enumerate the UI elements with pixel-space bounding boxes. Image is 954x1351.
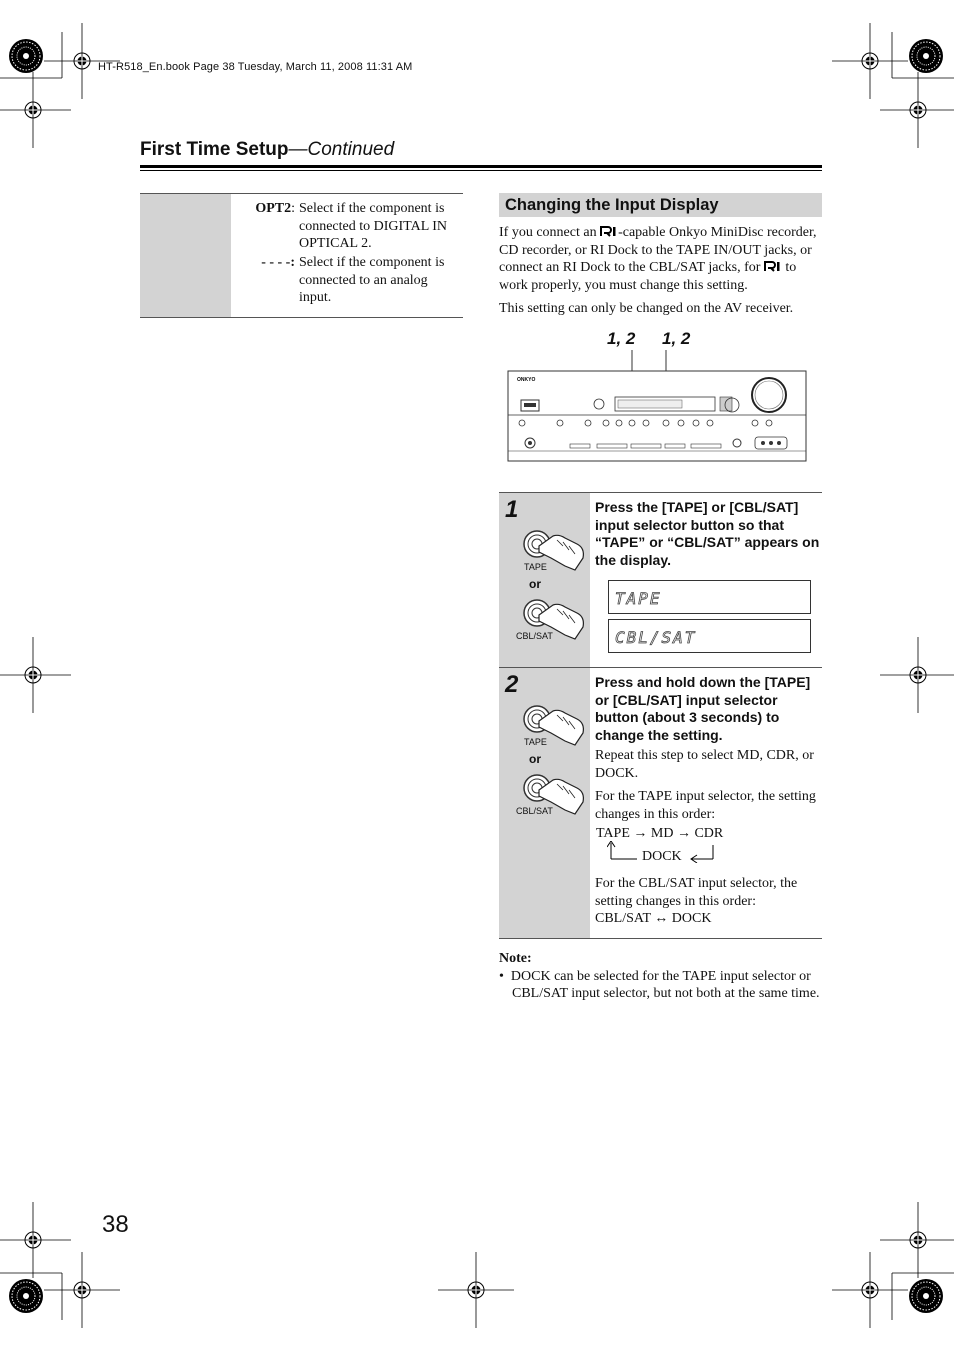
print-header: HT-R518_En.book Page 38 Tuesday, March 11, 2008 11:31 AM [98,61,413,73]
brand-logo: ONKYO [517,377,536,383]
intro-paragraph-2: This setting can only be changed on the AV receiver. [499,301,794,316]
option-table-gutter [140,194,231,317]
cbl-sat-cycle-sequence: CBL/SAT ↔ DOCK [595,911,712,926]
intro-text [499,224,824,324]
step-1-instruction: Press the [TAPE] or [CBL/SAT] input selector button so that “TAPE” or “CBL/SAT” appears on the display. [595,499,820,568]
page-number: 38 [102,1211,129,1238]
option-desc: Select if the component is connected to DIGITAL IN OPTICAL 2. [299,201,448,251]
step-1 [499,492,822,668]
section-title-continued: —Continued [288,139,395,160]
ri-logo-icon [764,261,782,272]
option-key: - - - -: [261,255,295,270]
display-tape: TAPE [608,580,811,614]
ri-logo-icon [600,226,618,237]
step-2-paragraph-1: Repeat this step to select MD, CDR, or DOCK. [595,748,814,781]
cycle-dock-label: DOCK [642,849,682,864]
display-cbl-sat: CBL/SAT [608,619,811,653]
or-label: or [529,577,541,591]
step-2 [499,667,822,939]
step-2-paragraph-3: For the CBL/SAT input selector, the setting changes in this order: [595,876,798,909]
receiver-front-panel-illustration [505,345,810,470]
or-label: or [529,752,541,766]
tape-button-label: TAPE [524,737,547,747]
option-key: OPT2: [255,201,295,216]
callout-label-right: 1, 2 [662,329,691,348]
section-title [140,139,394,161]
step-2-paragraph-2: For the TAPE input selector, the setting changes in this order: [595,789,816,822]
option-desc: Select if the component is connected to an analog input. [299,255,445,305]
intro-paragraph-1: If you connect an -capable Onkyo MiniDisc recorder, CD recorder, or RI Dock to the TAPE IN/OUT jacks, or connect an RI Dock to the CBL/SAT jacks, for to work properly, you must change this setting. [499,225,817,293]
step-number: 1 [505,496,519,523]
option-table [140,193,463,318]
tape-button-label: TAPE [524,562,547,572]
cbl-sat-button-label: CBL/SAT [516,806,553,816]
callout-label-left: 1, 2 [607,329,636,348]
step-2-cbl-sat-text [595,875,821,928]
cbl-sat-button-label: CBL/SAT [516,631,553,641]
note-item: • DOCK can be selected for the TAPE input selector or CBL/SAT input selector, but not both at the same time. [499,968,820,1001]
note [499,950,824,1003]
step-2-text [595,674,821,829]
step-1-text [595,499,821,572]
tape-cycle-sequence: TAPE → MD → CDR [596,826,724,841]
subsection-title: Changing the Input Display [505,196,719,214]
header-rule-thin [140,170,822,171]
step-2-instruction: Press and hold down the [TAPE] or [CBL/SAT] input selector button (about 3 seconds) to change the setting. [595,674,811,743]
step-number: 2 [505,671,519,698]
section-title-main: First Time Setup [140,139,289,160]
note-heading: Note: [499,951,532,966]
subsection-header [499,193,822,217]
header-rule [140,165,822,168]
